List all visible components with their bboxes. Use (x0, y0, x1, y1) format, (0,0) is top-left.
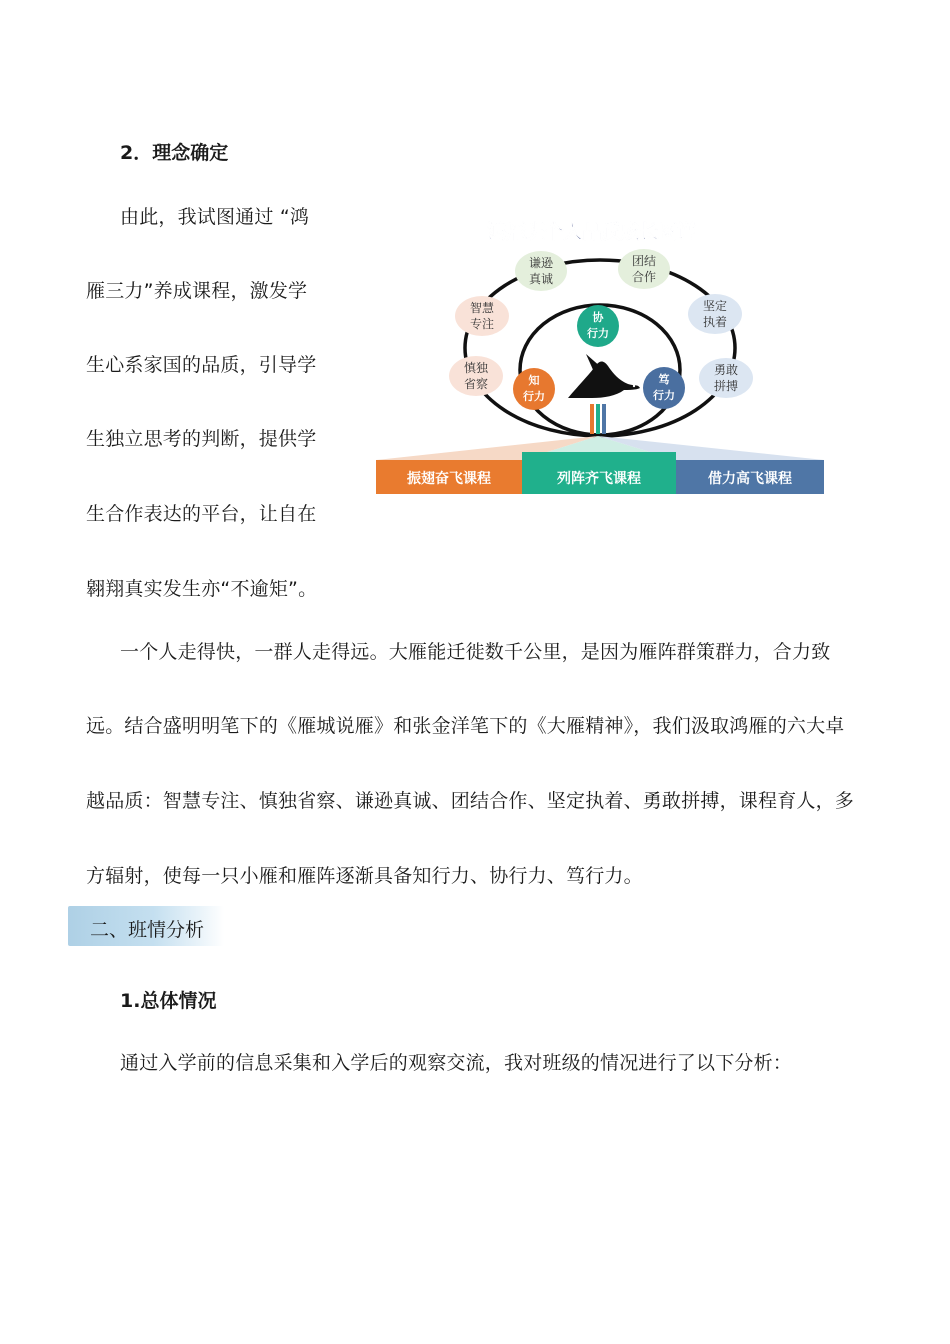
quality-bubble (455, 296, 509, 336)
svg-text:合作: 合作 (631, 270, 657, 284)
paragraph-line: 方辐射，使每一只小雁和雁阵逐渐具备知行力、协行力、笃行力。 (86, 865, 643, 887)
quality-bubble (688, 294, 742, 334)
stick-blue (602, 404, 606, 434)
svg-text:省察: 省察 (463, 377, 489, 391)
paragraph-line: 由此，我试图通过 “鸿 (120, 206, 310, 228)
svg-text:坚定: 坚定 (702, 299, 728, 313)
paragraph-line: 一个人走得快，一群人走得远。大雁能迁徙数千公里，是因为雁阵群策群力，合力致 (120, 641, 831, 663)
svg-text:行力: 行力 (653, 389, 675, 402)
svg-text:真诚: 真诚 (528, 272, 554, 286)
svg-text:列阵齐飞课程: 列阵齐飞课程 (557, 471, 641, 487)
svg-text:谦逊: 谦逊 (528, 256, 554, 270)
section-title: 二、班情分析 (90, 919, 205, 941)
svg-text:行力: 行力 (523, 390, 545, 403)
svg-text:慎独: 慎独 (463, 361, 489, 375)
sub-heading: 1.总体情况 (120, 990, 217, 1012)
svg-text:振翅奋飞课程: 振翅奋飞课程 (407, 471, 491, 487)
power-circle (577, 305, 619, 347)
quality-bubble (449, 356, 503, 396)
paragraph-line: 越品质：智慧专注、慎独省察、谦逊真诚、团结合作、坚定执着、勇敢拼搏，课程育人，多 (86, 790, 855, 812)
section-heading-2: 2．理念确定 (120, 142, 229, 164)
svg-text:行力: 行力 (587, 327, 609, 340)
diagram-title: 鸿雁班个人品质成长图谱 (487, 221, 697, 243)
paragraph-line: 雁三力”养成课程，激发学 (86, 280, 308, 302)
goose-icon (568, 354, 640, 398)
svg-text:专注: 专注 (469, 317, 495, 331)
paragraph-line: 翱翔真实发生亦“不逾矩”。 (86, 578, 318, 600)
svg-text:勇敢: 勇敢 (713, 363, 739, 377)
quality-bubble (699, 358, 753, 398)
svg-text:执着: 执着 (702, 315, 728, 329)
power-circle (513, 368, 555, 410)
paragraph-line: 生心系家国的品质，引导学 (86, 354, 317, 376)
quality-bubble (515, 251, 567, 291)
paragraph-line: 生独立思考的判断，提供学 (86, 428, 317, 450)
svg-text:智慧: 智慧 (469, 301, 495, 315)
growth-diagram (372, 208, 828, 498)
paragraph-line: 通过入学前的信息采集和入学后的观察交流，我对班级的情况进行了以下分析： (120, 1052, 793, 1074)
quality-bubble (618, 249, 670, 289)
paragraph-line: 生合作表达的平台，让自在 (86, 503, 317, 525)
svg-text:协: 协 (592, 311, 604, 324)
svg-text:拼搏: 拼搏 (713, 379, 739, 393)
paragraph-line: 远。结合盛明明笔下的《雁城说雁》和张金洋笔下的《大雁精神》，我们汲取鸿雁的六大卓 (86, 715, 845, 737)
section-banner (68, 906, 224, 946)
svg-text:团结: 团结 (631, 254, 657, 268)
svg-text:借力高飞课程: 借力高飞课程 (708, 471, 792, 487)
svg-text:知: 知 (528, 374, 540, 387)
stick-green (596, 404, 600, 434)
power-circle (643, 367, 685, 409)
svg-text:笃: 笃 (658, 373, 670, 386)
stick-orange (590, 404, 594, 434)
